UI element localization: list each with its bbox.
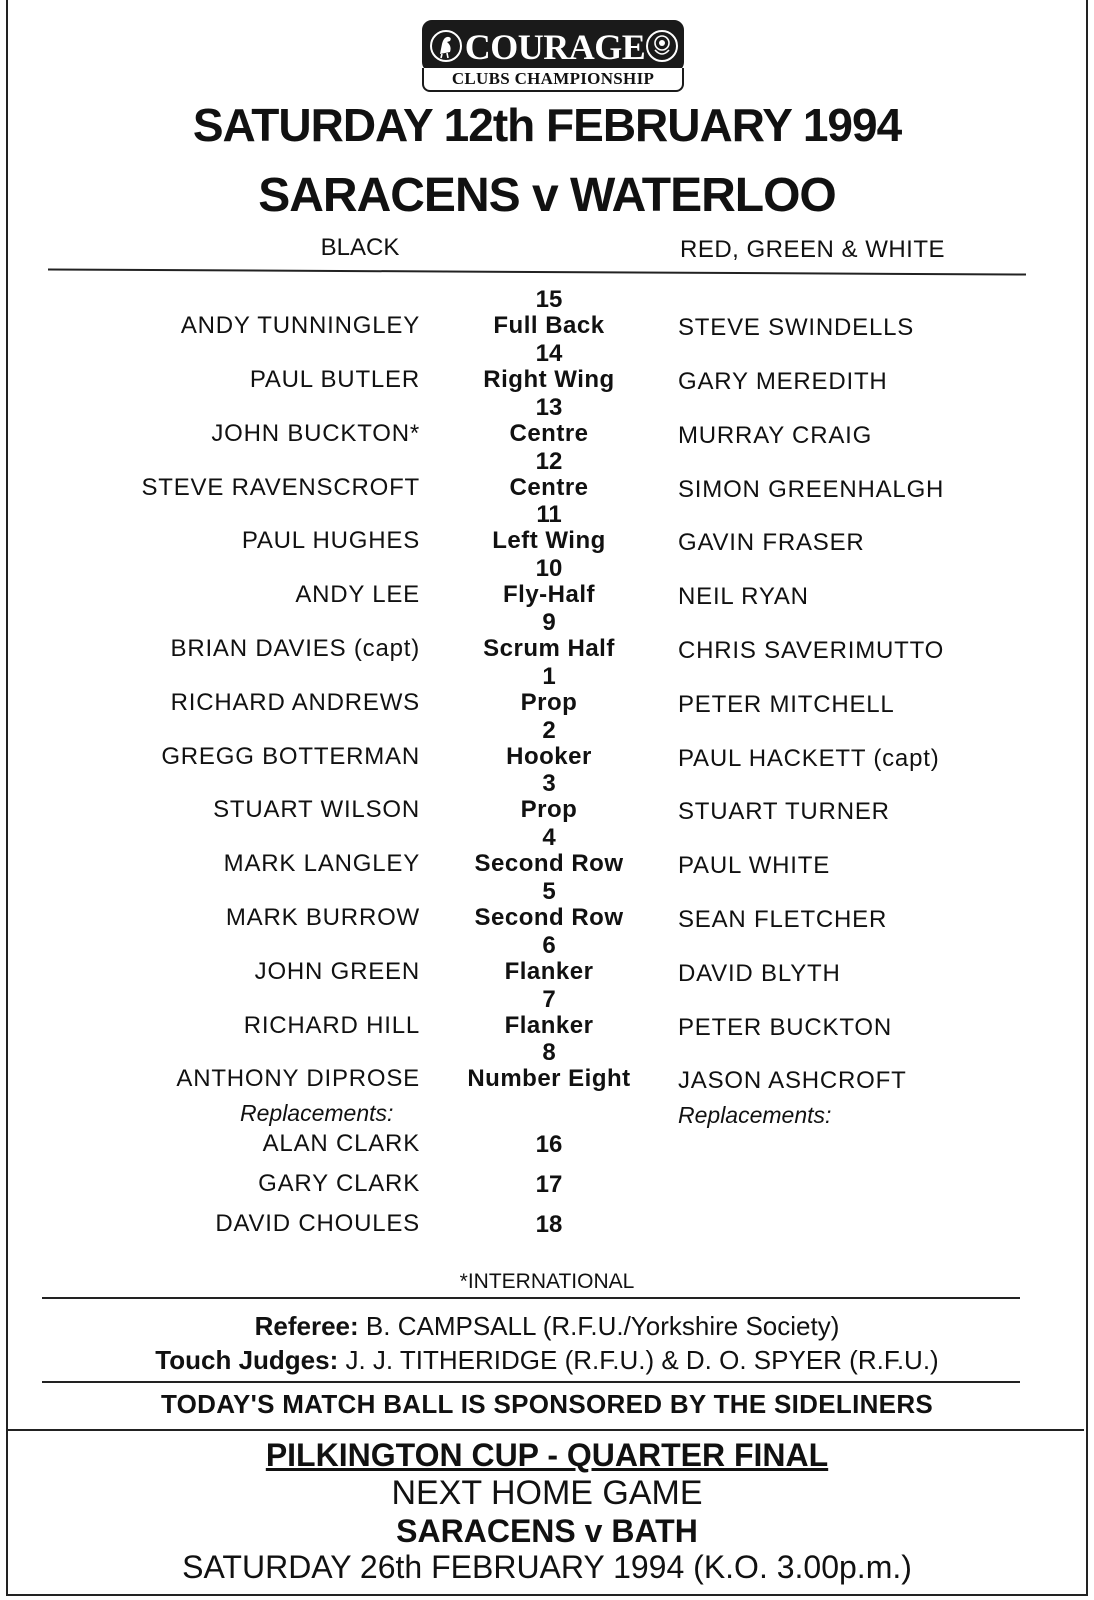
position-label: Full Back — [493, 312, 605, 339]
divider — [42, 1297, 1020, 1299]
match-date: SATURDAY 12th FEBRUARY 1994 — [192, 99, 902, 151]
shirt-number: 1 — [542, 663, 556, 690]
position-label: Prop — [520, 689, 578, 716]
logo-subtitle: CLUBS CHAMPIONSHIP — [422, 68, 684, 92]
position-label: Right Wing — [483, 366, 615, 393]
touch-judges-label: Touch Judges: — [155, 1345, 339, 1375]
shirt-number: 10 — [535, 555, 563, 582]
away-player: GAVIN FRASER — [678, 529, 865, 556]
home-replacement: GARY CLARK — [258, 1170, 420, 1197]
shirt-number: 3 — [542, 770, 556, 797]
home-player: MARK BURROW — [225, 904, 420, 931]
home-player: PAUL BUTLER — [249, 366, 420, 393]
home-player: RICHARD HILL — [243, 1012, 420, 1039]
position-label: Scrum Half — [483, 635, 615, 662]
home-replacement: ALAN CLARK — [262, 1130, 420, 1157]
position-label: Left Wing — [492, 527, 606, 554]
position-label: Hooker — [506, 743, 592, 770]
position-label: Flanker — [504, 958, 594, 985]
shirt-number: 6 — [542, 932, 556, 959]
home-player: STUART WILSON — [213, 796, 420, 823]
away-player: GARY MEREDITH — [678, 368, 888, 395]
away-player: PAUL WHITE — [678, 852, 831, 879]
replacement-number: 18 — [535, 1211, 563, 1238]
shirt-number: 12 — [535, 448, 563, 475]
rose-icon — [646, 28, 678, 64]
home-player: MARK LANGLEY — [223, 850, 420, 877]
home-player: ANDY LEE — [295, 581, 420, 608]
home-replacement: DAVID CHOULES — [215, 1210, 420, 1237]
home-player: RICHARD ANDREWS — [170, 689, 420, 716]
international-footnote: *INTERNATIONAL — [459, 1270, 635, 1293]
away-player: SIMON GREENHALGH — [678, 476, 945, 503]
shirt-number: 5 — [542, 878, 556, 905]
home-player: PAUL HUGHES — [241, 527, 420, 554]
home-player: ANTHONY DIPROSE — [176, 1065, 420, 1092]
cockerel-icon — [430, 28, 462, 64]
away-player: STEVE SWINDELLS — [678, 314, 915, 341]
shirt-number: 4 — [542, 824, 556, 851]
position-label: Centre — [509, 474, 589, 501]
away-replacements-label: Replacements: — [678, 1102, 832, 1128]
logo-banner — [422, 20, 684, 72]
home-player: ANDY TUNNINGLEY — [180, 312, 420, 339]
away-player: MURRAY CRAIG — [678, 422, 873, 449]
shirt-number: 15 — [535, 286, 563, 313]
away-player: CHRIS SAVERIMUTTO — [678, 637, 945, 664]
match-title: SARACENS v WATERLOO — [258, 169, 836, 222]
next-competition: PILKINGTON CUP - QUARTER FINAL — [265, 1437, 829, 1473]
home-player: JOHN BUCKTON* — [211, 420, 420, 447]
away-player: PETER BUCKTON — [678, 1014, 892, 1041]
away-player: PAUL HACKETT (capt) — [678, 745, 940, 772]
replacement-number: 16 — [535, 1131, 563, 1158]
touch-judges-line — [0, 1344, 1094, 1376]
position-label: Flanker — [504, 1012, 594, 1039]
away-player: SEAN FLETCHER — [678, 906, 888, 933]
position-label: Second Row — [474, 850, 624, 877]
shirt-number: 2 — [542, 717, 556, 744]
shirt-number: 11 — [536, 501, 562, 528]
home-colours: BLACK — [320, 234, 400, 261]
courage-logo — [422, 20, 684, 94]
referee-line — [0, 1310, 1094, 1342]
logo-brand: COURAGE — [464, 27, 646, 67]
shirt-number: 14 — [535, 340, 563, 367]
home-player: BRIAN DAVIES (capt) — [170, 635, 420, 662]
away-player: NEIL RYAN — [678, 583, 809, 610]
next-home-game-label: NEXT HOME GAME — [391, 1474, 703, 1512]
away-player: JASON ASHCROFT — [678, 1067, 907, 1094]
away-player: STUART TURNER — [678, 798, 890, 825]
home-replacements-label: Replacements: — [240, 1100, 394, 1126]
next-match-date: SATURDAY 26th FEBRUARY 1994 (K.O. 3.00p.m.) — [182, 1549, 912, 1585]
position-label: Number Eight — [467, 1065, 631, 1092]
sponsor-notice: TODAY'S MATCH BALL IS SPONSORED BY THE SIDELINERS — [160, 1389, 934, 1419]
position-label: Fly-Half — [502, 581, 595, 608]
home-player: GREGG BOTTERMAN — [161, 743, 420, 770]
position-label: Prop — [520, 796, 578, 823]
divider — [42, 1381, 1020, 1383]
position-label: Second Row — [474, 904, 624, 931]
away-player: DAVID BLYTH — [678, 960, 841, 987]
touch-judges-names: J. J. TITHERIDGE (R.F.U.) & D. O. SPYER (R.F.U.) — [345, 1345, 939, 1375]
divider — [8, 1429, 1084, 1431]
shirt-number: 9 — [542, 609, 556, 636]
shirt-number: 13 — [535, 394, 563, 421]
position-label: Centre — [509, 420, 589, 447]
referee-name: B. CAMPSALL (R.F.U./Yorkshire Society) — [365, 1311, 840, 1341]
next-match: SARACENS v BATH — [396, 1513, 698, 1549]
shirt-number: 8 — [542, 1039, 556, 1066]
shirt-number: 7 — [542, 986, 556, 1013]
away-colours: RED, GREEN & WHITE — [680, 236, 946, 263]
home-player: STEVE RAVENSCROFT — [141, 474, 420, 501]
away-player: PETER MITCHELL — [678, 691, 895, 718]
home-player: JOHN GREEN — [254, 958, 420, 985]
replacement-number: 17 — [535, 1171, 563, 1198]
referee-label: Referee: — [254, 1311, 359, 1341]
